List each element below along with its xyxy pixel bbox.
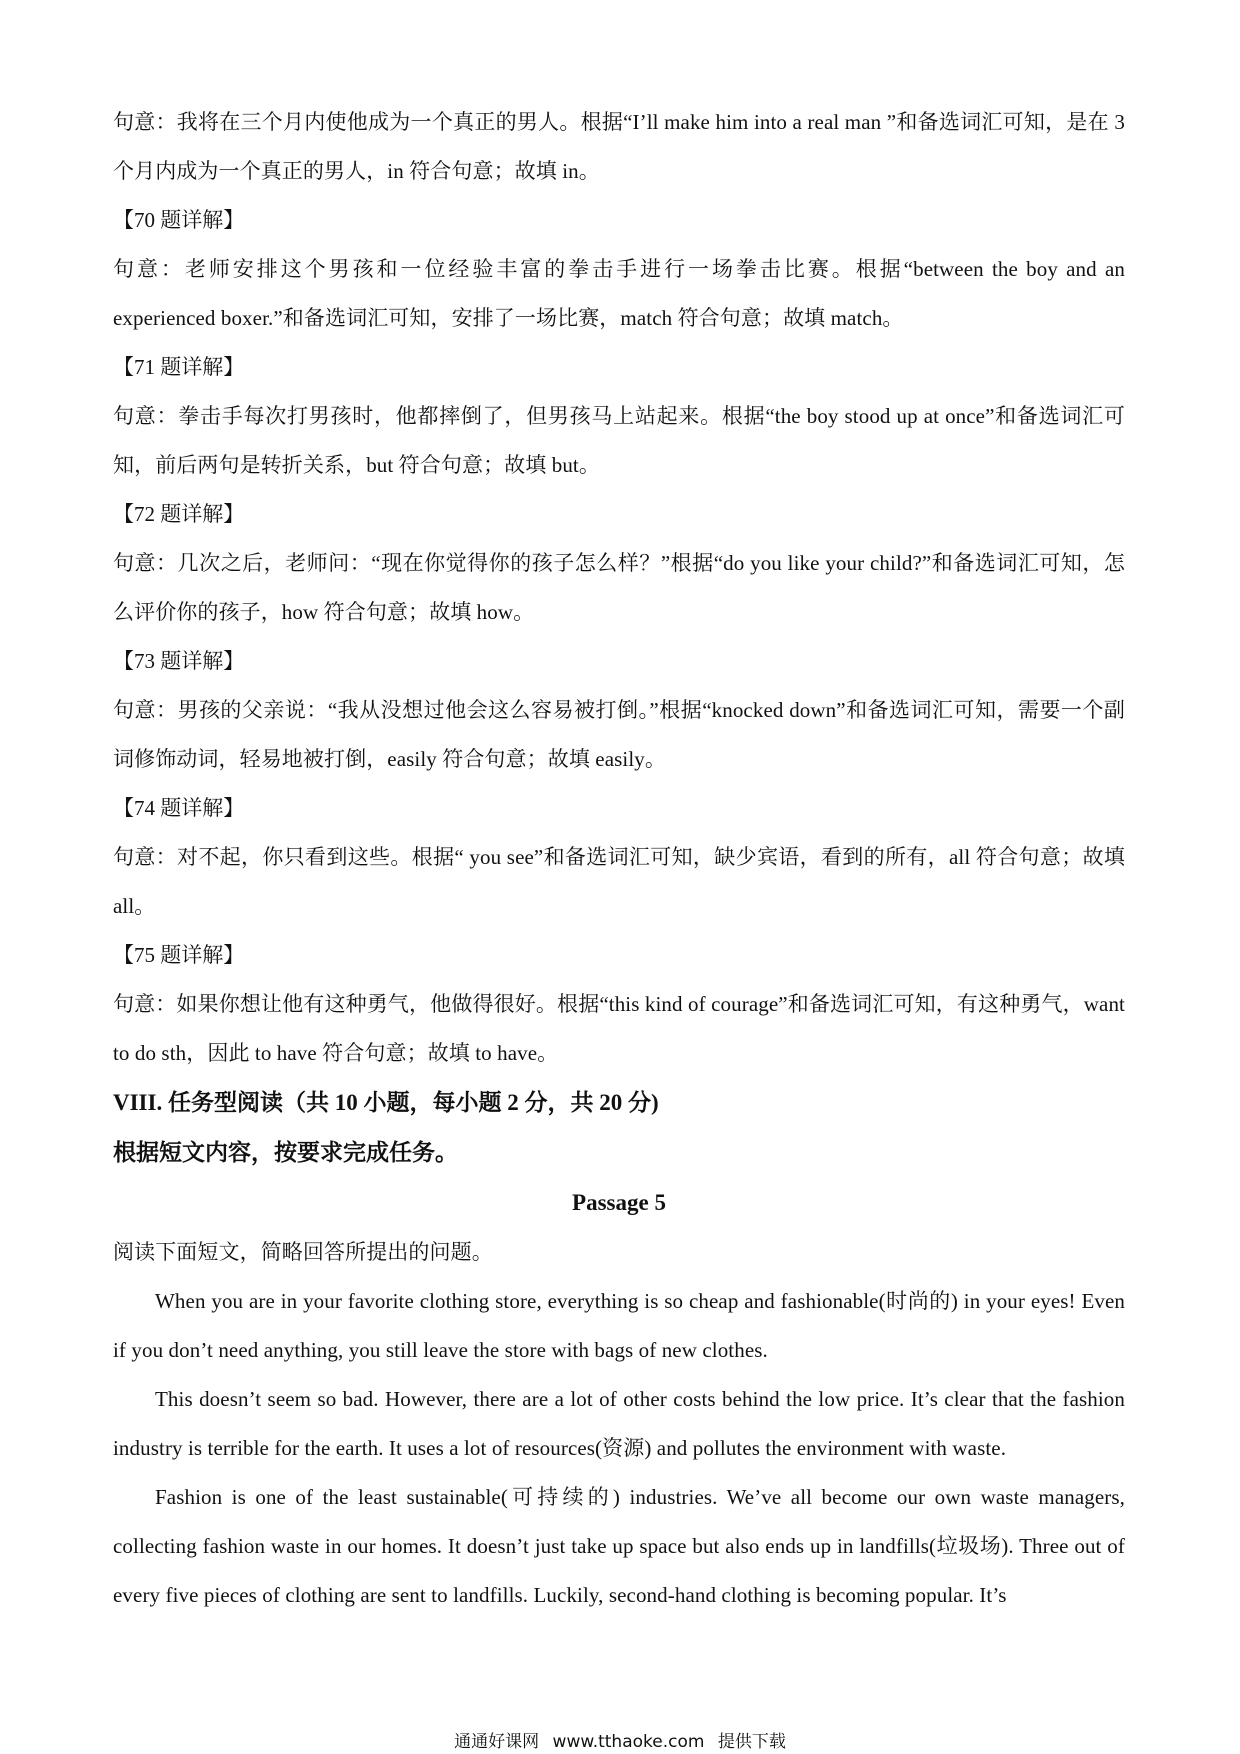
explanation-73-text: 句意：男孩的父亲说：“我从没想过他会这么容易被打倒。”根据“knocked down”和备选词汇可知，需要一个副词修饰动词，轻易地被打倒，easily 符合句意；故填 easily。 xyxy=(113,698,1125,771)
footer-url[interactable]: www.tthaoke.com xyxy=(552,1732,705,1752)
passage-paragraph-2: This doesn’t seem so bad. However, there are a lot of other costs behind the low price. It’s clear that the fashion industry is terrible for the earth. It uses a lot of resources(资源) and pollutes the environment with waste. xyxy=(113,1387,1125,1460)
passage-paragraph-1: When you are in your favorite clothing store, everything is so cheap and fashionable(时尚的) in your eyes! Even if you don’t need anything, you still leave the store with bags of new clothes. xyxy=(113,1289,1125,1362)
explanation-75-heading: 【75 题详解】 xyxy=(113,943,245,967)
document-page xyxy=(113,98,1125,1620)
reading-prompt: 阅读下面短文，简略回答所提出的问题。 xyxy=(113,1240,493,1264)
explanation-70-heading: 【70 题详解】 xyxy=(113,208,245,232)
explanation-73-heading: 【73 题详解】 xyxy=(113,649,245,673)
explanation-71-text: 句意：拳击手每次打男孩时，他都摔倒了，但男孩马上站起来。根据“the boy stood up at once”和备选词汇可知，前后两句是转折关系，but 符合句意；故填 but。 xyxy=(113,404,1125,477)
explanation-72-heading: 【72 题详解】 xyxy=(113,502,245,526)
explanation-72-text: 句意：几次之后，老师问：“现在你觉得你的孩子怎么样？”根据“do you like your child?”和备选词汇可知，怎么评价你的孩子，how 符合句意；故填 how。 xyxy=(113,551,1125,624)
page-footer xyxy=(0,1727,1240,1752)
explanation-69-text: 句意：我将在三个月内使他成为一个真正的男人。根据“I’ll make him into a real man ”和备选词汇可知，是在 3 个月内成为一个真正的男人，in 符合句意；故填 in。 xyxy=(113,110,1125,183)
section-instruction: 根据短文内容，按要求完成任务。 xyxy=(113,1140,458,1165)
passage-paragraph-3: Fashion is one of the least sustainable(可持续的) industries. We’ve all become our own waste managers, collecting fashion waste in our homes. It doesn’t just take up space but also ends up in landfills(垃圾场). Three out of every five pieces of clothing are sent to landfills. Luckily, second-hand clothing is becoming popular. It’s xyxy=(113,1485,1125,1607)
footer-site-name: 通通好课网 xyxy=(454,1732,540,1752)
explanation-75-text: 句意：如果你想让他有这种勇气，他做得很好。根据“this kind of courage”和备选词汇可知，有这种勇气，want to do sth，因此 to have 符合句意；故填 to have。 xyxy=(113,992,1125,1065)
section-title: VIII. 任务型阅读（共 10 小题，每小题 2 分，共 20 分) xyxy=(113,1090,659,1115)
explanation-71-heading: 【71 题详解】 xyxy=(113,355,245,379)
passage-title: Passage 5 xyxy=(572,1190,666,1215)
explanation-74-text: 句意：对不起，你只看到这些。根据“ you see”和备选词汇可知，缺少宾语，看到的所有，all 符合句意；故填 all。 xyxy=(113,845,1125,918)
explanation-74-heading: 【74 题详解】 xyxy=(113,796,245,820)
explanation-70-text: 句意：老师安排这个男孩和一位经验丰富的拳击手进行一场拳击比赛。根据“between the boy and an experienced boxer.”和备选词汇可知，安排了一场比赛，match 符合句意；故填 match。 xyxy=(113,257,1125,330)
footer-note: 提供下载 xyxy=(717,1732,786,1752)
